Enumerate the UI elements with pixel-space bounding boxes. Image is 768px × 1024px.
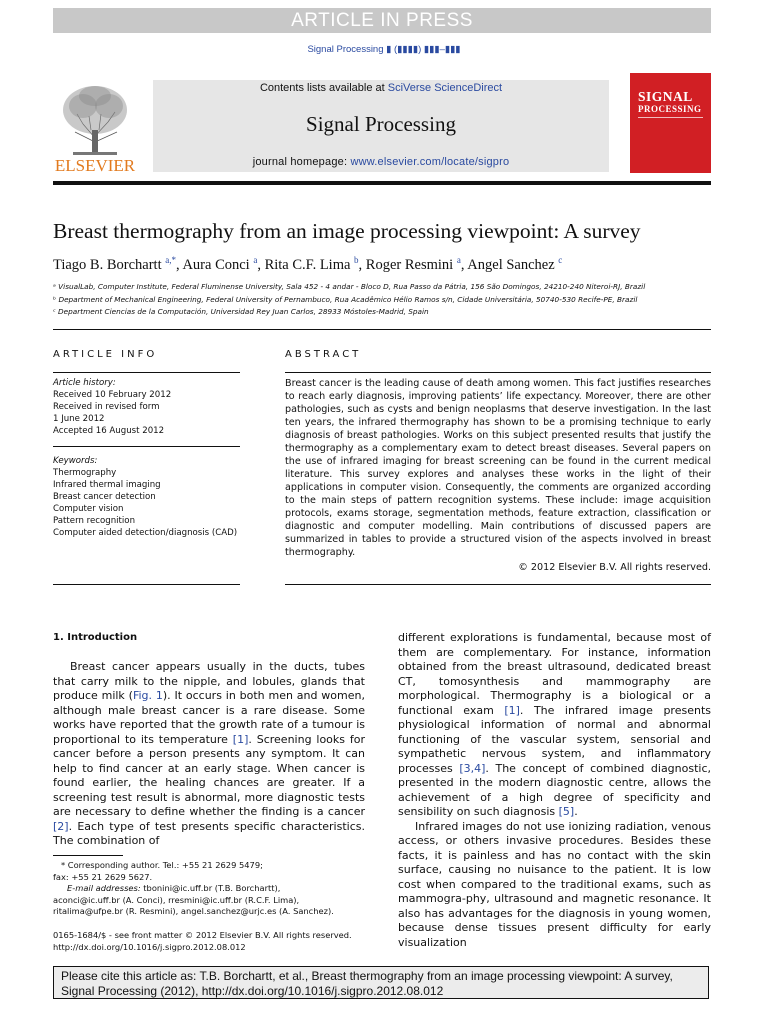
keyword: Computer vision bbox=[53, 504, 124, 514]
paragraph-text: . Each type of test presents specific characteristics. The combination of bbox=[53, 819, 365, 847]
article-info-bottom-rule bbox=[53, 584, 240, 585]
paragraph-text: ). It occurs in both men and women, although male breast cancer is a rare disease. Some works have reported that the growth rate of a tumour is proportional to its temperature bbox=[53, 689, 365, 746]
corresponding-author: * Corresponding author. Tel.: +55 21 2629 5479; bbox=[61, 860, 263, 870]
email-entry[interactable]: aconci@ic.uff.br (A. Conci), rresmini@ic.uff.br (R.C.F. Lima), bbox=[53, 894, 300, 905]
email-entry[interactable]: ritalima@ufpe.br (R. Resmini), angel.sanchez@urjc.es (A. Sanchez). bbox=[53, 906, 334, 916]
citation-link[interactable]: [1] bbox=[232, 732, 249, 746]
keyword: Infrared thermal imaging bbox=[53, 480, 161, 490]
citation-line: Please cite this article as: T.B. Borchartt, et al., Breast thermography from an image processing viewpoint: A survey, bbox=[61, 969, 673, 983]
keyword: Breast cancer detection bbox=[53, 492, 156, 502]
author-list: Tiago B. Borchartt $^{a,*}$, Aura Conci $^a$, Rita C.F. Lima $^b$, Roger Resmini $^a$, Angel Sanchez $^c$ bbox=[53, 255, 563, 273]
running-head[interactable]: Signal Processing ▮ (▮▮▮▮) ▮▮▮–▮▮▮ bbox=[307, 44, 461, 55]
keyword: Computer aided detection/diagnosis (CAD) bbox=[53, 528, 238, 538]
citation-link[interactable]: [1] bbox=[504, 703, 520, 717]
author-name: Tiago B. Borchartt bbox=[53, 256, 162, 273]
journal-name: Signal Processing bbox=[306, 112, 456, 136]
paragraph-text: . The concept of combined diagnostic, presented in the modern diagnostic centre, allows the achievement of a high degree of specificity and sensibility on such diagnosis bbox=[398, 761, 712, 818]
keyword: Thermography bbox=[53, 468, 117, 478]
paragraph bbox=[53, 660, 365, 849]
footnotes bbox=[53, 860, 365, 918]
keywords-rule bbox=[53, 446, 240, 447]
left-column bbox=[53, 660, 365, 849]
author-name: Roger Resmini bbox=[365, 256, 454, 273]
abstract-bottom-rule bbox=[285, 584, 711, 585]
citation-link[interactable]: [2] bbox=[53, 819, 69, 833]
front-matter bbox=[53, 930, 383, 953]
citation-line[interactable]: Signal Processing (2012), http://dx.doi.org/10.1016/j.sigpro.2012.08.012 bbox=[61, 984, 444, 998]
article-history bbox=[53, 377, 243, 437]
article-title: Breast thermography from an image processing viewpoint: A survey bbox=[53, 219, 641, 243]
paragraph-text: . bbox=[574, 805, 578, 818]
cover-divider bbox=[638, 117, 703, 118]
citation-link[interactable]: Fig. 1 bbox=[132, 689, 163, 702]
paragraph-text: . The infrared image presents physiological information of normal and abnormal functioning of the vascular system, sensorial and sympathetic nervous system, and inflammatory processes bbox=[398, 703, 711, 775]
paragraph-text: Breast cancer appears usually in the ducts, tubes that carry milk to the nipple, and lobules, glands that produce milk ( bbox=[53, 660, 365, 702]
citation-link[interactable]: [3,4] bbox=[459, 761, 486, 775]
citation-box bbox=[53, 966, 709, 999]
cover-title-line2: PROCESSING bbox=[638, 104, 702, 114]
affiliation: ᶜ Department Ciencias de la Computación, Universidad Rey Juan Carlos, 28933 Móstoles-Madrid, Spain bbox=[53, 307, 429, 316]
author-name: Aura Conci bbox=[182, 256, 250, 273]
abstract-heading: ABSTRACT bbox=[285, 349, 362, 360]
author-affil-mark[interactable]: a bbox=[253, 255, 258, 265]
history-item: Received 10 February 2012 bbox=[53, 390, 172, 400]
header-rule bbox=[53, 181, 711, 185]
article-in-press-banner: ARTICLE IN PRESS bbox=[53, 8, 711, 33]
elsevier-wordmark: ELSEVIER bbox=[54, 156, 136, 175]
keyword: Pattern recognition bbox=[53, 516, 136, 526]
abstract-rule bbox=[285, 372, 711, 373]
contents-prefix: Contents lists available at bbox=[259, 82, 388, 94]
right-column bbox=[398, 631, 711, 950]
history-label: Article history: bbox=[53, 378, 116, 388]
author-affil-mark[interactable]: a bbox=[456, 255, 461, 265]
history-item: Accepted 16 August 2012 bbox=[53, 426, 165, 436]
section-heading-introduction: 1. Introduction bbox=[53, 632, 138, 643]
affiliation-rule bbox=[53, 329, 711, 330]
elsevier-tree-icon bbox=[53, 80, 137, 175]
issn-line: 0165-1684/$ - see front matter © 2012 Elsevier B.V. All rights reserved. bbox=[53, 930, 352, 940]
cover-title-line1: SIGNAL bbox=[638, 89, 693, 104]
homepage-link[interactable]: www.elsevier.com/locate/sigpro bbox=[350, 156, 510, 168]
sciencedirect-link[interactable]: SciVerse ScienceDirect bbox=[387, 82, 503, 94]
paragraph bbox=[398, 820, 711, 951]
affiliation: ᵇ Department of Mechanical Engineering, Federal University of Pernambuco, Rua Acadêmico Hélio Ramos s/n, Cidade Universitária, 50740-530 Recife-PE, Brazil bbox=[53, 295, 638, 304]
paragraph-text: different explorations is fundamental, because most of them are complementary. For instance, information obtained from the breast ultrasound, dedicated breast CT, tomosynthesis and mammography are morphological. Thermography is a biological or a functional exam bbox=[398, 631, 711, 717]
author-name: Angel Sanchez bbox=[467, 256, 555, 273]
email-label: E-mail addresses: bbox=[67, 883, 141, 893]
history-item: 1 June 2012 bbox=[53, 414, 105, 424]
affiliation: ᵃ VisualLab, Computer Institute, Federal Fluminense University, Sala 452 - 4 andar - Bloco D, Rua Passo da Pátria, 156 São Domingos, 24210-240 Niteroi-RJ, Brazil bbox=[53, 282, 646, 291]
keywords-label: Keywords: bbox=[53, 456, 98, 466]
contents-line bbox=[153, 82, 609, 94]
article-info-heading: ARTICLE INFO bbox=[53, 349, 158, 360]
footnote-rule bbox=[53, 855, 123, 856]
journal-cover bbox=[630, 73, 711, 173]
author-affil-mark[interactable]: b bbox=[354, 255, 359, 265]
keywords bbox=[53, 455, 253, 539]
author-affil-mark[interactable]: c bbox=[558, 255, 563, 265]
journal-header-box bbox=[153, 80, 609, 172]
author-affil-mark[interactable]: a,* bbox=[165, 255, 176, 265]
author-name: Rita C.F. Lima bbox=[264, 256, 351, 273]
paragraph-text: Infrared images do not use ionizing radiation, venous access, or others invasive procedures. Besides these facts, it is painless and has no contact with the skin surface, causing no nuisance to the patient. It is low cost when compared to the traditional exams, such as mammogra-phy, ultrasound and magnetic resonance. It also has advantages for the diagnosis in young women, because dense tissues present difficulty for early visualization bbox=[398, 819, 711, 949]
paragraph bbox=[398, 631, 711, 820]
elsevier-logo bbox=[53, 80, 137, 175]
copyright: © 2012 Elsevier B.V. All rights reserved. bbox=[518, 562, 711, 573]
email-entry[interactable]: tbonini@ic.uff.br (T.B. Borchartt), bbox=[143, 883, 281, 893]
fax: fax: +55 21 2629 5627. bbox=[53, 871, 153, 882]
homepage-line bbox=[153, 156, 609, 168]
paragraph-text: . Screening looks for cancer before a person presents any symptom. It can help to find cancer at an early stage. When cancer is found earlier, the healing chances are greater. If a screening test result is abnormal, more diagnostic tests are necessary to define whether the finding is a cancer bbox=[53, 732, 365, 818]
homepage-prefix: journal homepage: bbox=[252, 156, 351, 168]
abstract-text: Breast cancer is the leading cause of death among women. This fact justifies researches to reach early diagnosis, improving patients’ life expectancy. Moreover, there are other pathologies, such as cysts and benign neoplasms that deserve investigation. In the last ten years, the infrared thermography has shown to be a promising technique to early diagnosis of breast pathologies. Works on this subject presented results that justify the thermography as a complementary exam to detect breast diseases. Several papers on the use of infrared imaging for breast screening can be found in the current medical literature. This survey explores and analyses these works in the light of their applications in computer vision. Consequently, the comments are organized according to the main steps of pattern recognition systems. These include: image acquisition protocols, exams storage, segmentation methods, feature extraction, classification or diagnostic and computer modelling. Main contributions of discussed papers are summarized in tables to provide a structured vision of the aspects involved in breast thermography. bbox=[285, 378, 711, 558]
article-info-rule bbox=[53, 372, 240, 373]
citation-link[interactable]: [5] bbox=[558, 805, 575, 818]
doi-line[interactable]: http://dx.doi.org/10.1016/j.sigpro.2012.08.012 bbox=[53, 941, 246, 952]
history-item: Received in revised form bbox=[53, 402, 160, 412]
